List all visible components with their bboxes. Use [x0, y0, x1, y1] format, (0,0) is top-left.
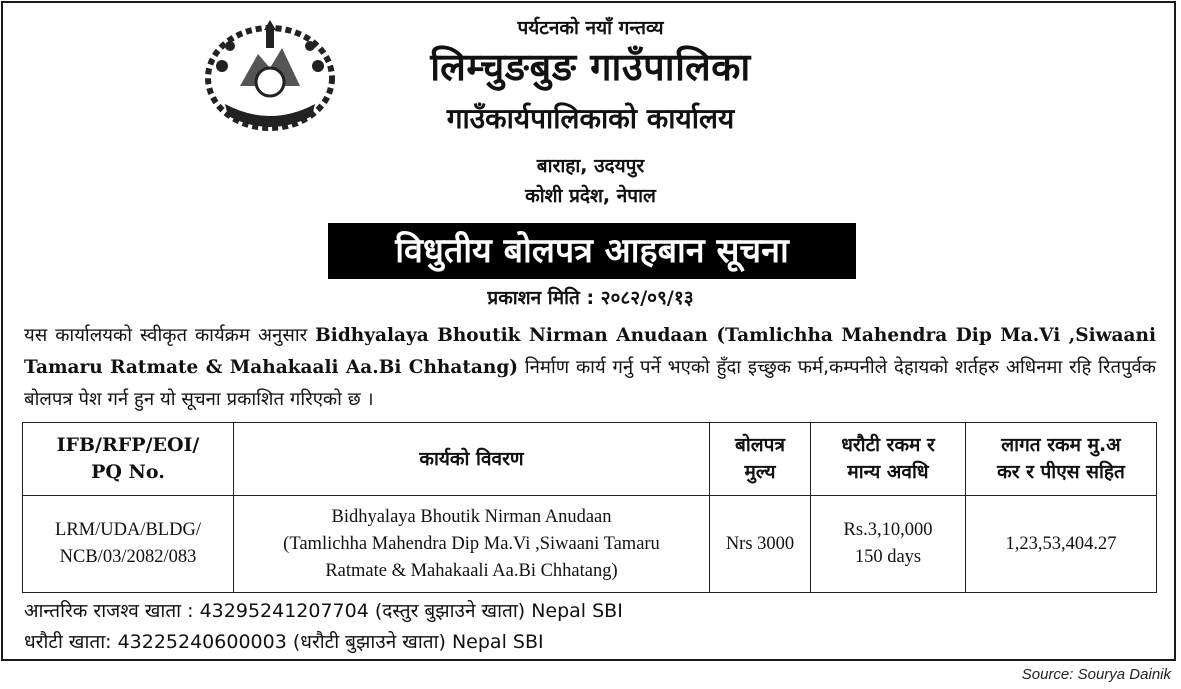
cell-description: Bidhyalaya Bhoutik Nirman Anudaan (Tamlichha Mahendra Dip Ma.Vi ,Siwaani Tamaru Ratmate & Mahakaali Aa.Bi Chhatang) — [234, 496, 710, 593]
municipality-name: लिम्चुङबुङ गाउँपालिका — [430, 45, 751, 89]
revenue-account: आन्तरिक राजश्व खाता : 43295241207704 (दस्तुर बुझाउने खाता) Nepal SBI — [24, 600, 623, 622]
bid-table — [22, 422, 1157, 593]
intro-suffix: निर्माण कार्य गर्नु पर्ने भएको हुँदा इच्छुक फर्म,कम्पनीले देहायको शर्तहरु अधिनमा रहि रितपुर्वक बोलपत्र पेश गर्न हुन यो सूचना प्रकाशित गरिएको छ । — [24, 357, 1156, 410]
address-line-1: बाराहा, उदयपुर — [536, 155, 645, 177]
header-cost: लागत रकम मु.अ कर र पीएस सहित — [966, 423, 1157, 496]
tagline: पर्यटनको नयाँ गन्तव्य — [517, 17, 664, 39]
cell-ifb-no: LRM/UDA/BLDG/ NCB/03/2082/083 — [23, 496, 234, 593]
cell-deposit: Rs.3,10,000 150 days — [811, 496, 966, 593]
notice-title: विधुतीय बोलपत्र आहबान सूचना — [328, 223, 856, 279]
header-deposit: धरौटी रकम र मान्य अवधि — [811, 423, 966, 496]
intro-project-name: Bidhyalaya Bhoutik Nirman Anudaan (Tamlichha Mahendra Dip Ma.Vi ,Siwaani Tamaru Ratmate & Mahakaali Aa.Bi Chhatang) — [24, 325, 1156, 378]
office-name: गाउँकार्यपालिकाको कार्यालय — [446, 102, 735, 135]
header-description: कार्यको विवरण — [234, 423, 710, 496]
cell-cost: 1,23,53,404.27 — [966, 496, 1157, 593]
source-credit: Source: Sourya Dainik — [1021, 666, 1171, 683]
header-bid-fee: बोलपत्र मुल्य — [710, 423, 811, 496]
table-row — [23, 496, 1157, 593]
header-ifb-no: IFB/RFP/EOI/ PQ No. — [23, 423, 234, 496]
intro-paragraph — [24, 320, 1156, 416]
intro-prefix: यस कार्यालयको स्वीकृत कार्यक्रम अनुसार — [24, 325, 316, 346]
publication-date: प्रकाशन मिति : २०८२/०९/१३ — [487, 287, 694, 309]
address-line-2: कोशी प्रदेश, नेपाल — [525, 185, 656, 207]
table-header-row — [23, 423, 1157, 496]
cell-bid-fee: Nrs 3000 — [710, 496, 811, 593]
deposit-account: धरौटी खाता: 43225240600003 (धरौटी बुझाउने खाता) Nepal SBI — [24, 631, 544, 653]
